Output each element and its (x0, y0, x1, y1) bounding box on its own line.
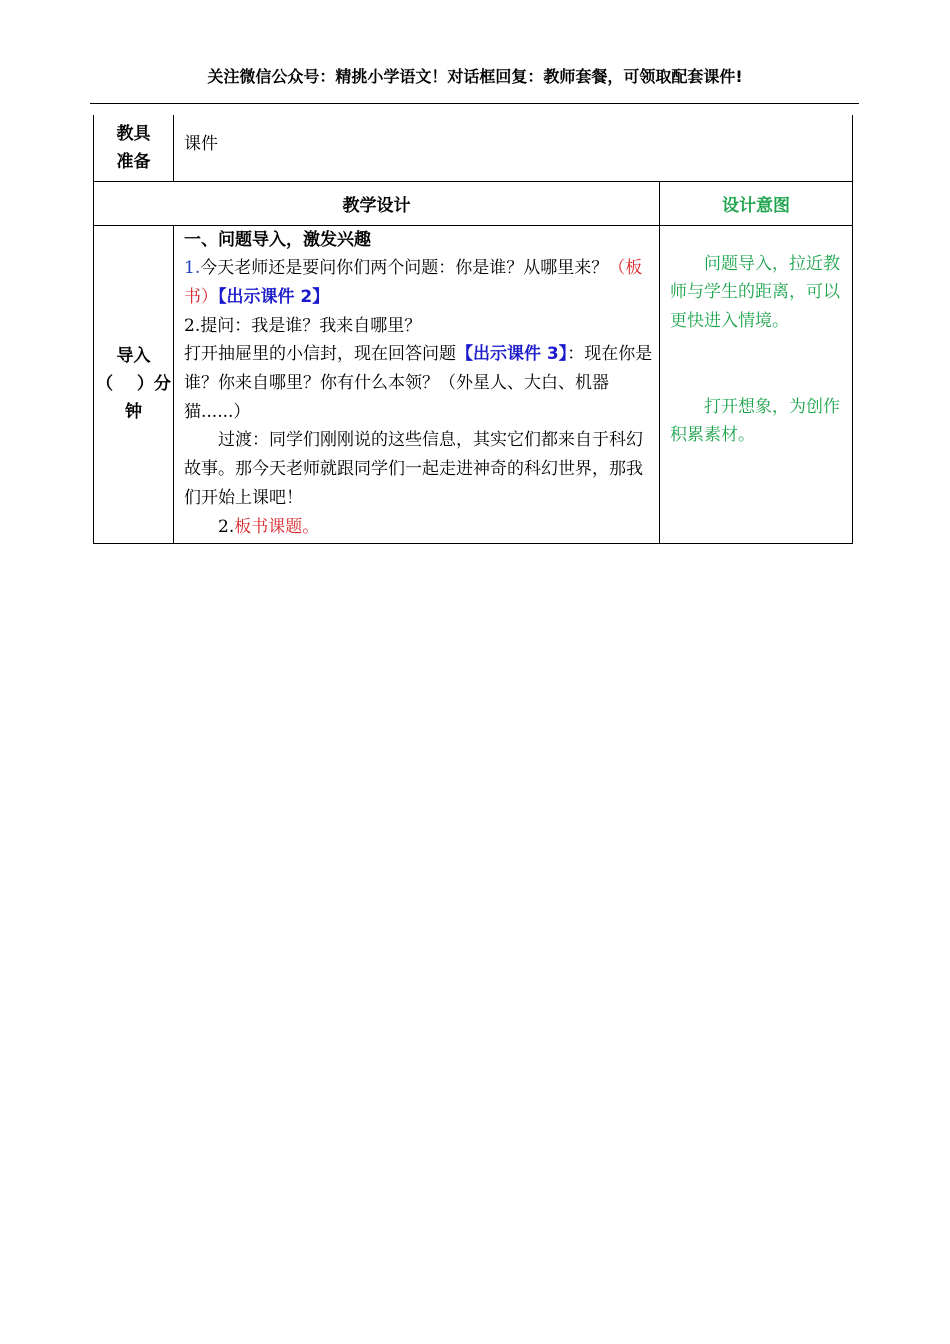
page-header: 关注微信公众号：精挑小学语文！对话框回复：教师套餐，可领取配套课件! (207, 67, 743, 86)
intro-label-line1: 导入 (116, 346, 151, 366)
question-1 (184, 254, 659, 311)
intent-1: 问题导入，拉近教师与学生的距离，可以更快进入情境。 (670, 253, 840, 331)
intro-label-line2: （ ）分 (96, 374, 171, 394)
envelope-text-b: ：现在你是谁？你来自哪里？你有什么本领？（外星人、大白、机器猫......） (184, 344, 653, 422)
envelope-activity (184, 340, 659, 426)
step-2-text: 板书课题。 (234, 516, 320, 537)
intro-content (174, 225, 660, 543)
question-2: 2.提问：我是谁？我来自哪里？ (184, 315, 422, 336)
step-2-number: 2. (218, 516, 235, 537)
intro-intent (660, 225, 853, 543)
envelope-text-a: 打开抽屉里的小信封，现在回答问题 (184, 344, 456, 365)
intent-header: 设计意图 (660, 181, 853, 225)
board-note: （板书） (184, 258, 643, 307)
tools-label-line1: 教具 (116, 123, 151, 144)
question-1-number: 1. (184, 258, 201, 279)
tools-label (94, 115, 174, 181)
intro-section-label (94, 225, 174, 543)
intro-label-line3: 钟 (125, 402, 142, 422)
header-rule (90, 103, 859, 104)
transition-text: 过渡：同学们刚刚说的这些信息，其实它们都来自于科幻故事。那今天老师就跟同学们一起走进神奇的科幻世界，那我们开始上课吧！ (184, 430, 643, 508)
tools-value: 课件 (174, 115, 853, 181)
section-title: 一、问题导入，激发兴趣 (184, 229, 371, 250)
step-2 (184, 513, 659, 542)
lesson-table (93, 115, 853, 544)
intent-2: 打开想象，为创作积累素材。 (670, 396, 840, 446)
tools-label-line2: 准备 (116, 151, 151, 172)
slide-2-note: 【出示课件 2】 (218, 286, 330, 307)
design-header-row (94, 181, 853, 225)
slide-3-note: 【出示课件 3】 (456, 344, 568, 365)
intro-section-row (94, 225, 853, 543)
design-header: 教学设计 (94, 181, 660, 225)
tools-row (94, 115, 853, 181)
question-1-text: 今天老师还是要问你们两个问题：你是谁？从哪里来？ (200, 258, 609, 279)
